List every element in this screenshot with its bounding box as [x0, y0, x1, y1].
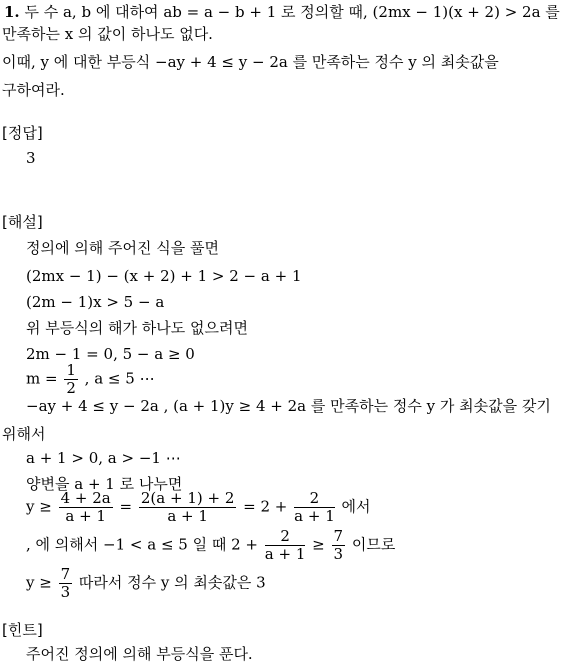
fraction-d	[265, 528, 306, 563]
solution-step-11	[26, 528, 395, 563]
problem-line-4: 구하여라.	[2, 81, 65, 99]
problem-line-1	[4, 2, 560, 22]
solution-step-10	[26, 490, 371, 525]
solution-step-6	[26, 362, 155, 397]
solution-step-2: (2mx − 1) − (x + 2) + 1 > 2 − a + 1	[26, 267, 302, 285]
fraction-denominator: 2	[66, 379, 76, 397]
problem-line-2: 만족하는 x 의 값이 하나도 없다.	[2, 25, 213, 43]
fraction-denominator: a + 1	[294, 507, 335, 525]
answer-header: [정답]	[2, 124, 43, 142]
step-11-suffix: 이므로	[351, 535, 396, 554]
fraction-denominator: 3	[60, 583, 71, 601]
fraction-seven-thirds	[332, 528, 346, 563]
fraction-numerator: 7	[60, 565, 71, 583]
answer-value: 3	[26, 149, 36, 167]
solution-step-1: 정의에 의해 주어진 식을 풀면	[26, 239, 219, 257]
fraction-one-half	[64, 362, 78, 397]
fraction-numerator: 2	[294, 490, 335, 508]
equals-two-plus: = 2 +	[243, 497, 288, 516]
solution-step-4: 위 부등식의 해가 하나도 없으려면	[26, 319, 248, 337]
solution-step-12	[26, 566, 266, 601]
hint-text: 주어진 정의에 의해 부등식을 푼다.	[26, 645, 253, 663]
step-11-prefix: , 에 의해서 −1 < a ≤ 5 일 때 2 +	[26, 535, 259, 554]
solution-step-7-cont: 위해서	[2, 425, 46, 443]
solution-step-5: 2m − 1 = 0, 5 − a ≥ 0	[26, 345, 195, 363]
fraction-c	[294, 490, 335, 525]
problem-number: 1.	[4, 3, 20, 21]
step-10-prefix: y ≥	[26, 497, 52, 516]
problem-line-3: 이때, y 에 대한 부등식 −ay + 4 ≤ y − 2a 를 만족하는 정수 y 의 최솟값을	[2, 53, 499, 71]
problem-text-1: 두 수 a, b 에 대하여 ab = a − b + 1 로 정의할 때, (2mx − 1)(x + 2) > 2a 를	[24, 3, 560, 21]
equals-sign: =	[119, 497, 133, 516]
solution-step-9: 양변을 a + 1 로 나누면	[26, 475, 183, 493]
fraction-seven-thirds-2	[59, 566, 73, 601]
solution-header: [해설]	[2, 213, 43, 231]
step-6-prefix: m =	[26, 369, 58, 388]
fraction-denominator: a + 1	[65, 507, 106, 525]
fraction-denominator: a + 1	[167, 507, 208, 525]
fraction-numerator: 7	[333, 527, 344, 545]
solution-step-7: −ay + 4 ≤ y − 2a , (a + 1)y ≥ 4 + 2a 를 만족하는 정수 y 가 최솟값을 갖기	[26, 397, 551, 415]
fraction-numerator: 2	[265, 528, 306, 546]
step-6-suffix: , a ≤ 5 ⋯	[84, 369, 155, 388]
fraction-a	[59, 490, 113, 525]
fraction-numerator: 4 + 2a	[60, 489, 111, 507]
fraction-numerator: 2(a + 1) + 2	[140, 489, 235, 507]
fraction-b	[139, 490, 237, 525]
hint-header: [힌트]	[2, 621, 43, 639]
solution-step-3: (2m − 1)x > 5 − a	[26, 293, 165, 311]
geq-sign: ≥	[312, 535, 325, 554]
step-12-suffix: 따라서 정수 y 의 최솟값은 3	[78, 573, 266, 592]
step-10-suffix: 에서	[341, 497, 371, 516]
fraction-denominator: 3	[333, 545, 344, 563]
solution-step-8: a + 1 > 0, a > −1 ⋯	[26, 449, 181, 467]
fraction-denominator: a + 1	[264, 545, 306, 563]
fraction-numerator: 1	[66, 361, 76, 379]
step-12-prefix: y ≥	[26, 573, 52, 592]
